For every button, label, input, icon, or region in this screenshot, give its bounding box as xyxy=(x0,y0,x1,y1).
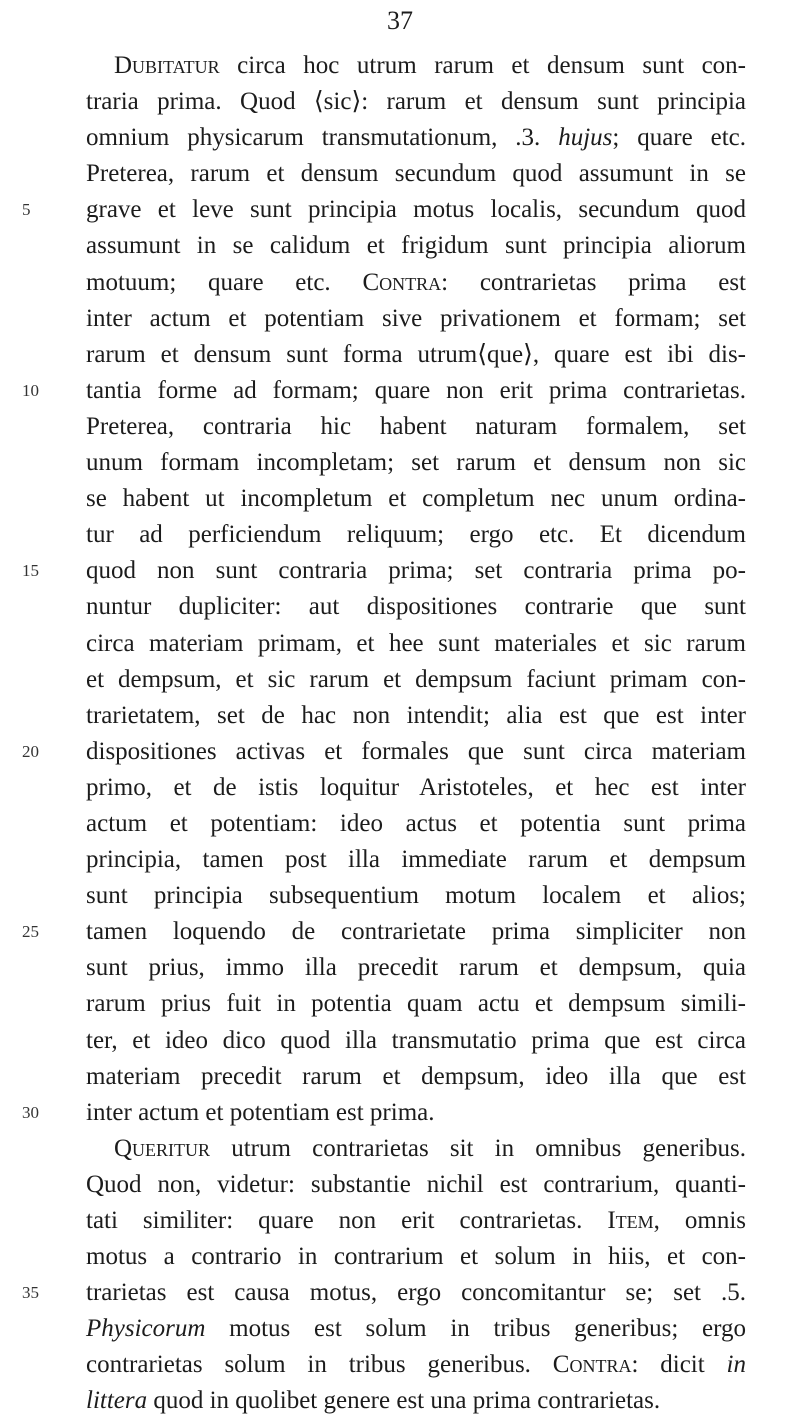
text-line xyxy=(86,842,746,878)
text-line xyxy=(86,770,746,806)
text-line xyxy=(86,950,746,986)
line-text: trarietas est causa motus, ergo concomitantur se; set .5. xyxy=(86,1279,746,1307)
line-text: circa materiam primam, et hee sunt materiales et sic rarum xyxy=(86,629,746,657)
line-text: sunt principia subsequentium motum localem et alios; xyxy=(86,882,746,910)
line-text: primo, et de istis loquitur Aristoteles, et hec est inter xyxy=(86,773,746,801)
line-text: materiam precedit rarum et dempsum, ideo illa que est xyxy=(86,1062,746,1090)
line-text: assumunt in se calidum et frigidum sunt principia aliorum xyxy=(86,232,746,260)
line-number: 25 xyxy=(22,922,39,942)
line-text: tati similiter: quare non erit contrarietas. xyxy=(86,1207,608,1234)
text-line xyxy=(86,698,746,734)
italic-text: littera xyxy=(86,1387,148,1415)
text-line xyxy=(86,445,746,481)
text-line xyxy=(86,265,746,301)
line-text: sunt prius, immo illa precedit rarum et dempsum, quia xyxy=(86,954,746,982)
line-text: grave et leve sunt principia motus localis, secundum quod xyxy=(86,196,746,224)
italic-text: Physicorum xyxy=(86,1315,206,1343)
line-text: tantia forme ad formam; quare non erit prima contrarietas. xyxy=(86,376,746,404)
small-caps-text: Dubitatur xyxy=(114,52,220,79)
text-line xyxy=(86,878,746,914)
line-text: : contrarietas prima est xyxy=(441,268,746,296)
text-line xyxy=(86,662,746,698)
line-text: contrarietas solum in tribus generibus. xyxy=(86,1351,553,1379)
line-text: actum et potentiam: ideo actus et potentia sunt prima xyxy=(86,809,746,837)
line-text: tamen loquendo de contrarietate prima simpliciter non xyxy=(86,918,746,946)
line-text: omnium physicarum transmutationum, .3. xyxy=(86,124,559,152)
line-text: inter actum et potentiam est prima. xyxy=(86,1098,435,1126)
line-text: traria prima. Quod ⟨sic⟩: rarum et densum sunt principia xyxy=(86,88,746,116)
text-line xyxy=(22,192,746,228)
text-line xyxy=(86,301,746,337)
line-text: quod in quolibet genere est una prima contrarietas. xyxy=(147,1387,661,1415)
text-line xyxy=(22,1275,746,1311)
line-text: unum formam incompletam; set rarum et densum non sic xyxy=(86,449,746,477)
text-line xyxy=(22,373,746,409)
line-number: 20 xyxy=(22,741,39,761)
line-number: 35 xyxy=(22,1283,39,1303)
text-line xyxy=(22,1095,746,1131)
small-caps-text: Queritur xyxy=(114,1134,211,1162)
line-text: , omnis xyxy=(653,1207,746,1234)
page-number: 37 xyxy=(387,6,413,35)
line-text: motuum; quare etc. xyxy=(86,268,363,296)
text-line xyxy=(86,1131,746,1167)
small-caps-text: Contra xyxy=(552,1351,632,1379)
text-line xyxy=(86,806,746,842)
line-text: Preterea, contraria hic habent naturam formalem, set xyxy=(86,412,746,440)
text-line xyxy=(86,48,746,84)
text-line xyxy=(86,626,746,662)
small-caps-text: Contra xyxy=(362,268,442,296)
line-text: quod non sunt contraria prima; set contraria prima po- xyxy=(86,557,746,585)
text-line xyxy=(86,517,746,553)
line-number: 15 xyxy=(22,561,39,581)
line-text: motus est solum in tribus generibus; ergo xyxy=(205,1315,746,1343)
text-line xyxy=(86,156,746,192)
text-line xyxy=(86,120,746,156)
text-line xyxy=(86,228,746,264)
line-text: inter actum et potentiam sive privationem et formam; set xyxy=(86,304,746,332)
line-text: : dicit xyxy=(631,1351,727,1379)
text-block xyxy=(22,48,746,1420)
text-line xyxy=(86,1203,746,1239)
text-line xyxy=(86,1383,746,1419)
line-text: ; quare etc. xyxy=(612,124,746,152)
line-text: principia, tamen post illa immediate rarum et dempsum xyxy=(86,846,746,874)
line-text: Preterea, rarum et densum secundum quod assumunt in se xyxy=(86,160,746,188)
text-line xyxy=(22,553,746,589)
line-text: se habent ut incompletum et completum nec unum ordina- xyxy=(86,485,746,513)
line-text: utrum contrarietas sit in omnibus generibus. xyxy=(210,1134,746,1162)
line-text: et dempsum, et sic rarum et dempsum faciunt primam con- xyxy=(86,665,746,693)
text-line xyxy=(86,1167,746,1203)
line-number: 30 xyxy=(22,1102,39,1122)
line-text: ter, et ideo dico quod illa transmutatio prima que est circa xyxy=(86,1026,746,1054)
text-line xyxy=(86,1311,746,1347)
text-line xyxy=(86,1239,746,1275)
text-line xyxy=(22,914,746,950)
line-text: Quod non, videtur: substantie nichil est contrarium, quanti- xyxy=(86,1170,746,1198)
line-text: tur ad perficiendum reliquum; ergo etc. Et dicendum xyxy=(86,521,746,549)
text-line xyxy=(22,734,746,770)
line-text: dispositiones activas et formales que sunt circa materiam xyxy=(86,737,746,765)
text-line xyxy=(86,1023,746,1059)
text-line xyxy=(86,589,746,625)
small-caps-text: Item xyxy=(607,1207,654,1234)
text-line xyxy=(86,84,746,120)
line-text: circa hoc utrum rarum et densum sunt con- xyxy=(219,52,746,79)
line-number: 10 xyxy=(22,380,39,400)
italic-text: hujus xyxy=(558,124,613,152)
line-number: 5 xyxy=(22,200,31,220)
text-line xyxy=(86,986,746,1022)
italic-text: in xyxy=(726,1351,746,1379)
text-line xyxy=(86,337,746,373)
line-text: trarietatem, set de hac non intendit; alia est que est inter xyxy=(86,701,746,729)
text-line xyxy=(86,409,746,445)
text-line xyxy=(86,1059,746,1095)
text-line xyxy=(86,481,746,517)
line-text: nuntur dupliciter: aut dispositiones contrarie que sunt xyxy=(86,593,746,621)
line-text: rarum prius fuit in potentia quam actu et dempsum simili- xyxy=(86,990,746,1018)
line-text: rarum et densum sunt forma utrum⟨que⟩, quare est ibi dis- xyxy=(86,340,746,368)
line-text: motus a contrario in contrarium et solum in hiis, et con- xyxy=(86,1243,746,1271)
text-line xyxy=(86,1347,746,1383)
